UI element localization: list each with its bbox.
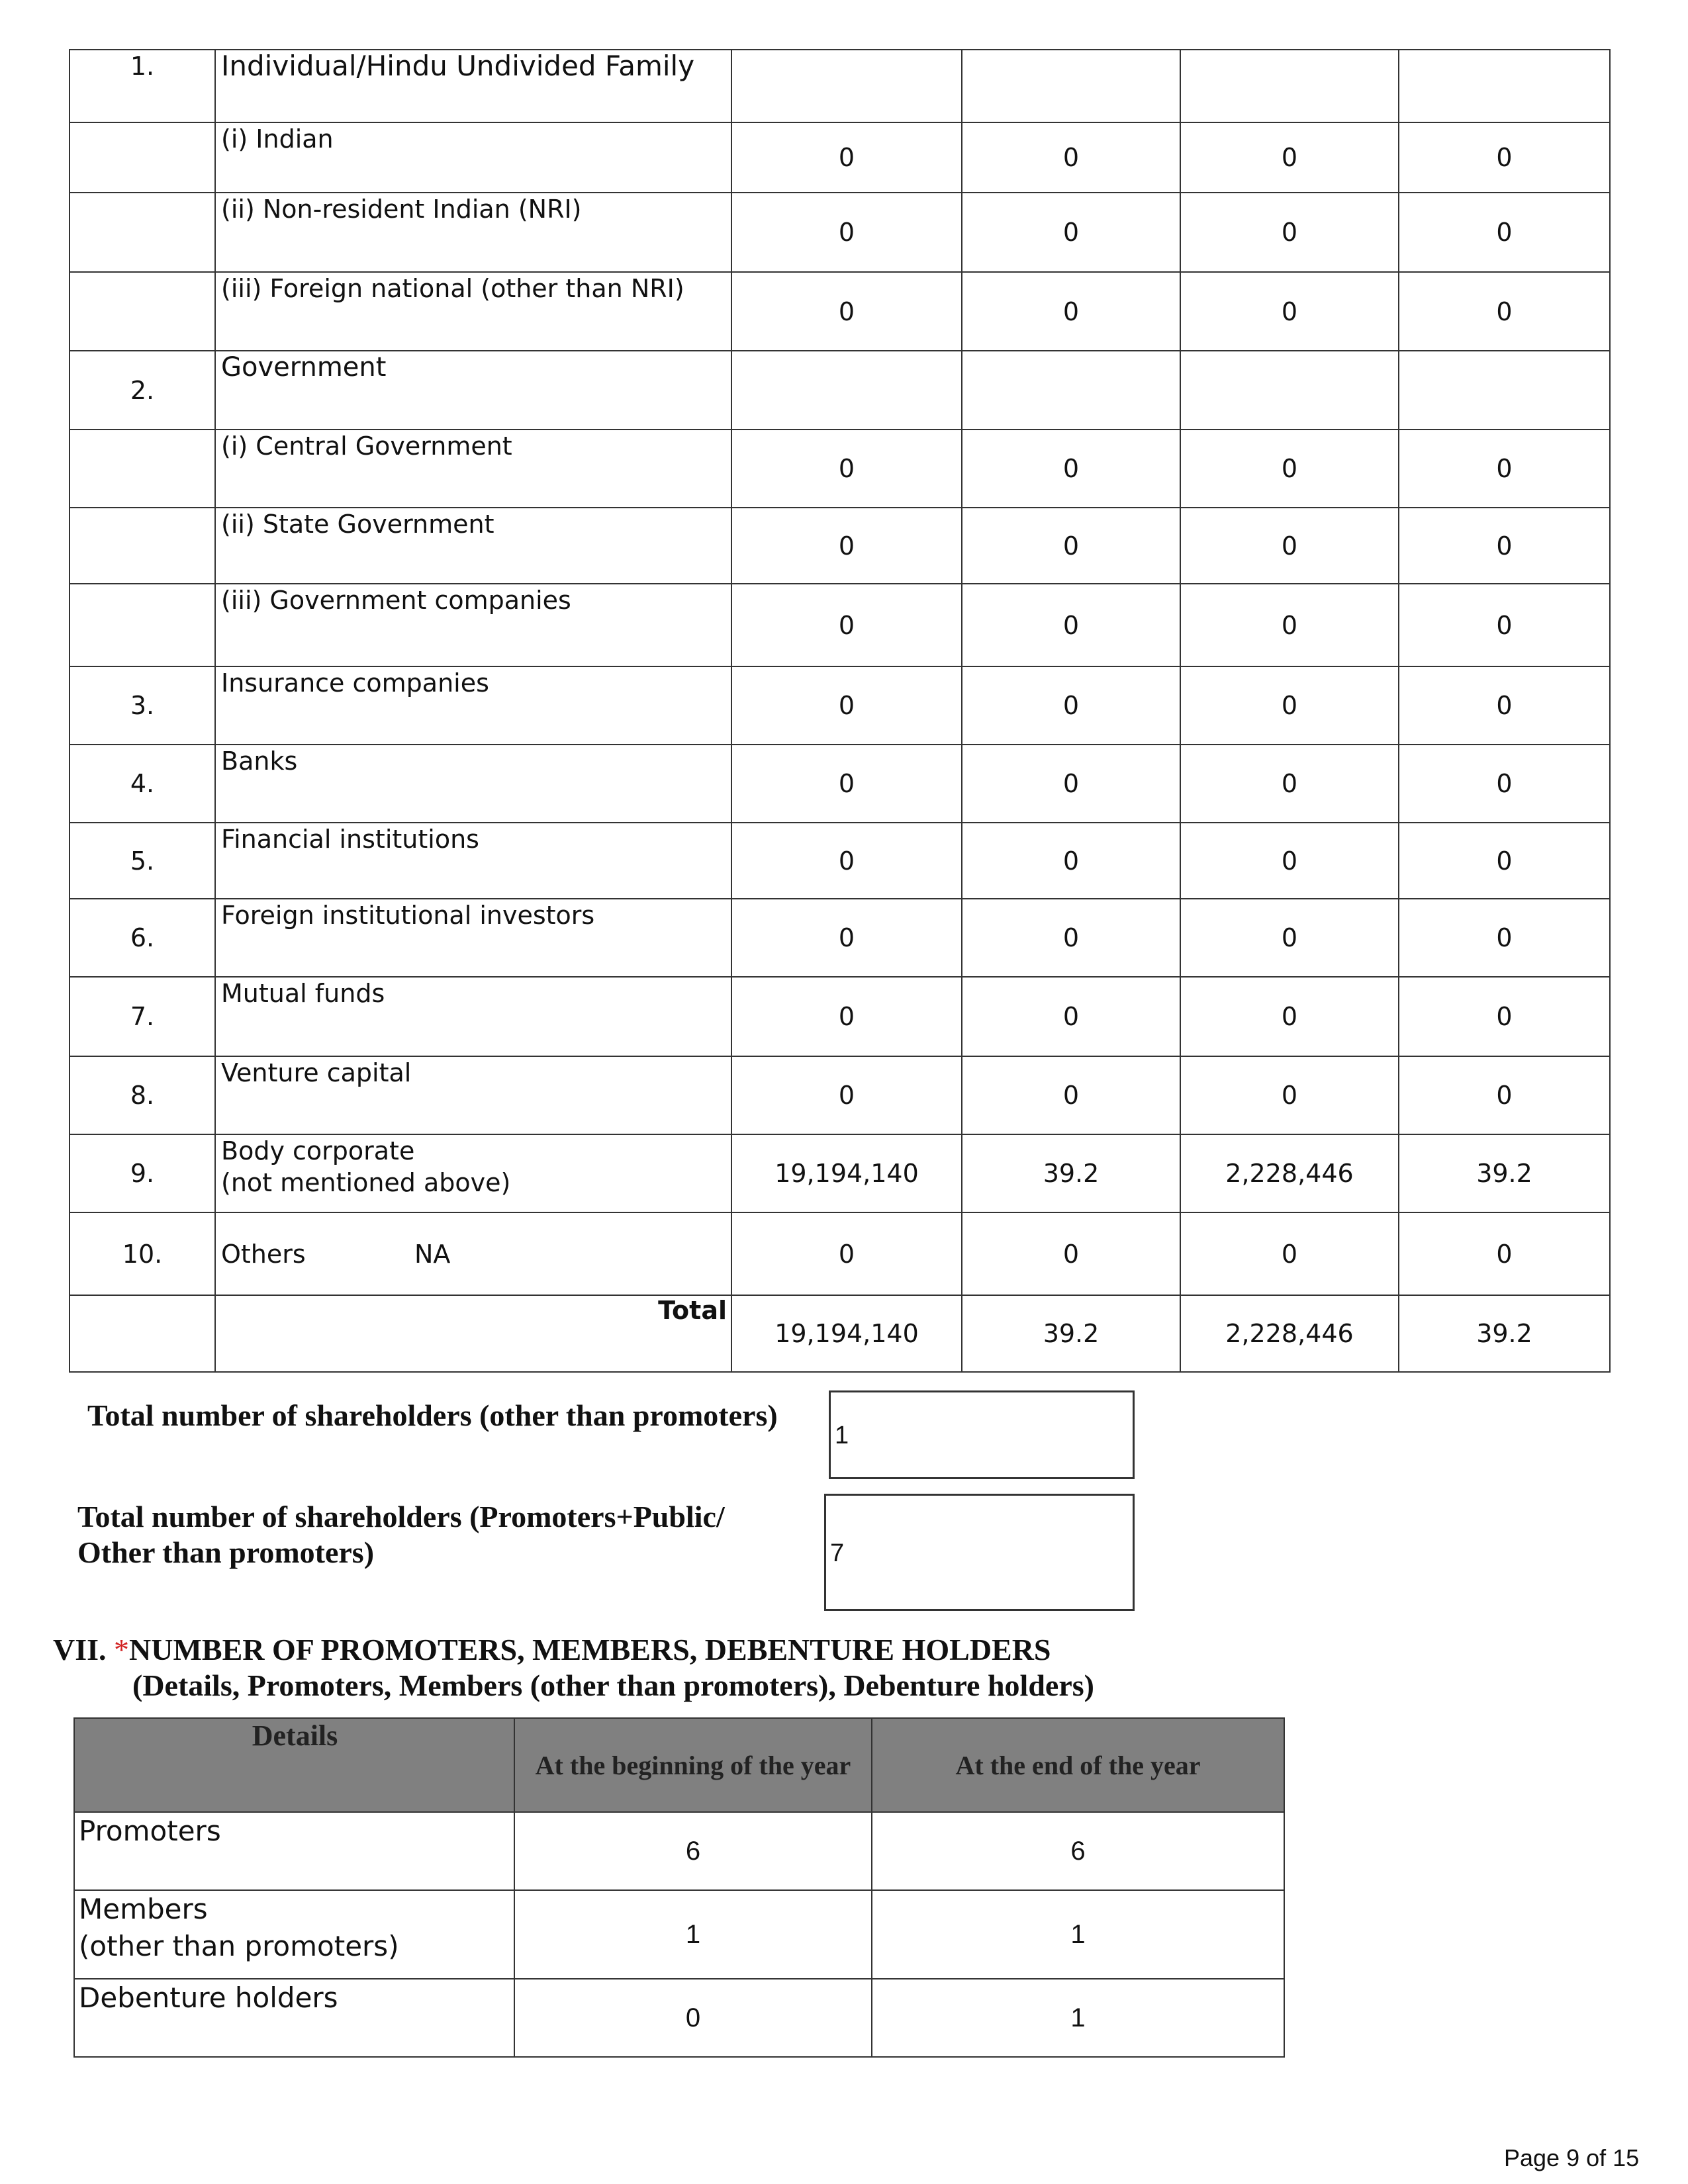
value-cell: 0 (1180, 899, 1399, 977)
value-cell (962, 351, 1180, 430)
value-cell: 0 (731, 1056, 962, 1134)
promoters-end: 6 (872, 1812, 1284, 1890)
category-cell (215, 1212, 731, 1295)
serial-number: 5. (70, 823, 215, 899)
category-label: (ii) State Government (221, 510, 494, 539)
serial-number (70, 272, 215, 351)
total-label: Total (215, 1295, 731, 1372)
table-row (74, 1890, 1284, 1979)
serial-number (70, 122, 215, 193)
category-cell (215, 1134, 731, 1212)
shareholding-table (69, 49, 1611, 1373)
row-label-debenture-holders: Debenture holders (74, 1979, 514, 2057)
shareholders-other-value: 1 (835, 1422, 849, 1449)
column-header-details (74, 1718, 514, 1812)
value-cell (1399, 50, 1610, 122)
shareholders-total-value: 7 (830, 1539, 845, 1567)
shareholders-total-label-line2: Other than promoters) (77, 1535, 375, 1569)
total-value-cell: 2,228,446 (1180, 1295, 1399, 1372)
debenture-begin: 0 (514, 1979, 872, 2057)
value-cell: 0 (962, 508, 1180, 584)
category-cell (215, 823, 731, 899)
value-cell: 0 (1399, 584, 1610, 666)
value-cell: 0 (1399, 272, 1610, 351)
value-cell: 0 (1399, 666, 1610, 745)
category-cell (215, 351, 731, 430)
category-cell (215, 1056, 731, 1134)
table-row (70, 745, 1610, 823)
serial-number: 10. (70, 1212, 215, 1295)
table-row (70, 823, 1610, 899)
serial-number: 6. (70, 899, 215, 977)
category-label: Venture capital (221, 1058, 412, 1087)
value-cell: 0 (1399, 745, 1610, 823)
column-header-beginning: At the beginning of the year (514, 1718, 872, 1812)
serial-number: 1. (70, 50, 215, 122)
category-label: Foreign institutional investors (221, 901, 595, 930)
value-cell: 0 (1180, 193, 1399, 272)
serial-number (70, 430, 215, 508)
table-row (70, 977, 1610, 1056)
value-cell: 39.2 (1399, 1134, 1610, 1212)
category-cell (215, 50, 731, 122)
category-label: Mutual funds (221, 979, 385, 1008)
serial-number: 9. (70, 1134, 215, 1212)
table-row (70, 666, 1610, 745)
value-cell (731, 351, 962, 430)
table-row (74, 1979, 1284, 2057)
category-label: Financial institutions (221, 825, 479, 854)
category-label: Banks (221, 747, 298, 776)
value-cell: 0 (962, 272, 1180, 351)
section-vii-subtitle: (Details, Promoters, Members (other than promoters), Debenture holders) (132, 1668, 1094, 1702)
table-row (70, 1212, 1610, 1295)
value-cell: 19,194,140 (731, 1134, 962, 1212)
value-cell: 0 (731, 584, 962, 666)
debenture-end: 1 (872, 1979, 1284, 2057)
value-cell: 0 (962, 745, 1180, 823)
serial-number: 8. (70, 1056, 215, 1134)
total-row (70, 1295, 1610, 1372)
value-cell: 0 (1399, 122, 1610, 193)
category-label: Insurance companies (221, 668, 489, 698)
value-cell: 0 (731, 977, 962, 1056)
members-begin: 1 (514, 1890, 872, 1979)
table-row (70, 508, 1610, 584)
table-row (70, 193, 1610, 272)
category-label: Government (221, 352, 387, 383)
value-cell: 0 (962, 1212, 1180, 1295)
others-specify-value: NA (414, 1239, 451, 1269)
shareholders-total-label-line1: Total number of shareholders (Promoters+Public/ (77, 1500, 725, 1533)
required-asterisk: * (114, 1633, 130, 1666)
value-cell: 0 (731, 899, 962, 977)
page-number: Page 9 of 15 (1504, 2144, 1640, 2171)
category-cell (215, 122, 731, 193)
column-header-details-text: Details (252, 1719, 338, 1752)
value-cell: 0 (962, 977, 1180, 1056)
value-cell: 0 (962, 666, 1180, 745)
category-cell (215, 430, 731, 508)
table-row (70, 584, 1610, 666)
value-cell: 0 (731, 1212, 962, 1295)
value-cell: 0 (1399, 193, 1610, 272)
category-label: (iii) Government companies (221, 586, 571, 615)
category-cell (215, 666, 731, 745)
value-cell: 0 (1180, 584, 1399, 666)
shareholders-other-field[interactable] (829, 1390, 1135, 1479)
table-row (70, 430, 1610, 508)
serial-number (70, 193, 215, 272)
shareholders-total-field[interactable] (824, 1494, 1135, 1611)
total-value-cell: 39.2 (962, 1295, 1180, 1372)
value-cell: 0 (962, 430, 1180, 508)
category-label: (i) Central Government (221, 432, 512, 461)
value-cell: 0 (1399, 430, 1610, 508)
value-cell: 0 (1180, 977, 1399, 1056)
value-cell: 0 (962, 193, 1180, 272)
value-cell: 0 (731, 193, 962, 272)
category-cell (215, 584, 731, 666)
category-label: (i) Indian (221, 124, 334, 154)
serial-number: 2. (70, 351, 215, 430)
value-cell: 0 (1180, 272, 1399, 351)
value-cell: 0 (1180, 430, 1399, 508)
value-cell: 0 (1180, 666, 1399, 745)
category-cell (215, 745, 731, 823)
value-cell: 39.2 (962, 1134, 1180, 1212)
table-row (70, 272, 1610, 351)
category-cell (215, 193, 731, 272)
table-row (70, 1134, 1610, 1212)
value-cell: 0 (731, 666, 962, 745)
value-cell: 0 (1399, 1056, 1610, 1134)
value-cell: 0 (1399, 1212, 1610, 1295)
value-cell: 0 (1399, 823, 1610, 899)
value-cell: 0 (962, 823, 1180, 899)
value-cell: 2,228,446 (1180, 1134, 1399, 1212)
empty-cell (70, 1295, 215, 1372)
category-cell (215, 899, 731, 977)
table-row (70, 122, 1610, 193)
row-label-members: Members (other than promoters) (74, 1890, 514, 1979)
section-number: VII. (53, 1633, 107, 1666)
table-row (74, 1812, 1284, 1890)
shareholders-other-label: Total number of shareholders (other than promoters) (87, 1398, 778, 1432)
value-cell: 0 (1180, 745, 1399, 823)
value-cell: 0 (731, 430, 962, 508)
value-cell: 0 (1399, 508, 1610, 584)
serial-number: 7. (70, 977, 215, 1056)
category-label: Body corporate (not mentioned above) (221, 1136, 511, 1197)
serial-number: 4. (70, 745, 215, 823)
category-label: (iii) Foreign national (other than NRI) (221, 274, 684, 303)
table-row (70, 899, 1610, 977)
value-cell: 0 (962, 122, 1180, 193)
total-value-cell: 19,194,140 (731, 1295, 962, 1372)
value-cell: 0 (962, 1056, 1180, 1134)
category-label: Others (221, 1239, 306, 1269)
value-cell (962, 50, 1180, 122)
value-cell: 0 (731, 823, 962, 899)
value-cell: 0 (731, 745, 962, 823)
value-cell: 0 (1180, 508, 1399, 584)
promoters-begin: 6 (514, 1812, 872, 1890)
section-title: NUMBER OF PROMOTERS, MEMBERS, DEBENTURE HOLDERS (129, 1633, 1051, 1666)
row-label-promoters: Promoters (74, 1812, 514, 1890)
category-label: Individual/Hindu Undivided Family (221, 50, 695, 82)
section-vii-heading (53, 1632, 1051, 1667)
category-cell (215, 508, 731, 584)
value-cell (1180, 50, 1399, 122)
table-row (70, 351, 1610, 430)
members-end: 1 (872, 1890, 1284, 1979)
shareholders-total-label (77, 1499, 725, 1570)
category-label: (ii) Non-resident Indian (NRI) (221, 195, 582, 224)
value-cell: 0 (731, 508, 962, 584)
value-cell: 0 (962, 899, 1180, 977)
value-cell (1180, 351, 1399, 430)
promoters-members-table (73, 1717, 1285, 2058)
value-cell: 0 (1180, 823, 1399, 899)
value-cell: 0 (1180, 1056, 1399, 1134)
value-cell: 0 (731, 272, 962, 351)
value-cell (1399, 351, 1610, 430)
table-row (70, 1056, 1610, 1134)
column-header-end: At the end of the year (872, 1718, 1284, 1812)
value-cell: 0 (1180, 122, 1399, 193)
total-value-cell: 39.2 (1399, 1295, 1610, 1372)
serial-number (70, 508, 215, 584)
category-cell (215, 977, 731, 1056)
serial-number (70, 584, 215, 666)
value-cell: 0 (1180, 1212, 1399, 1295)
serial-number: 3. (70, 666, 215, 745)
value-cell: 0 (1399, 899, 1610, 977)
category-cell (215, 272, 731, 351)
value-cell (731, 50, 962, 122)
value-cell: 0 (1399, 977, 1610, 1056)
table-row (70, 50, 1610, 122)
value-cell: 0 (731, 122, 962, 193)
value-cell: 0 (962, 584, 1180, 666)
